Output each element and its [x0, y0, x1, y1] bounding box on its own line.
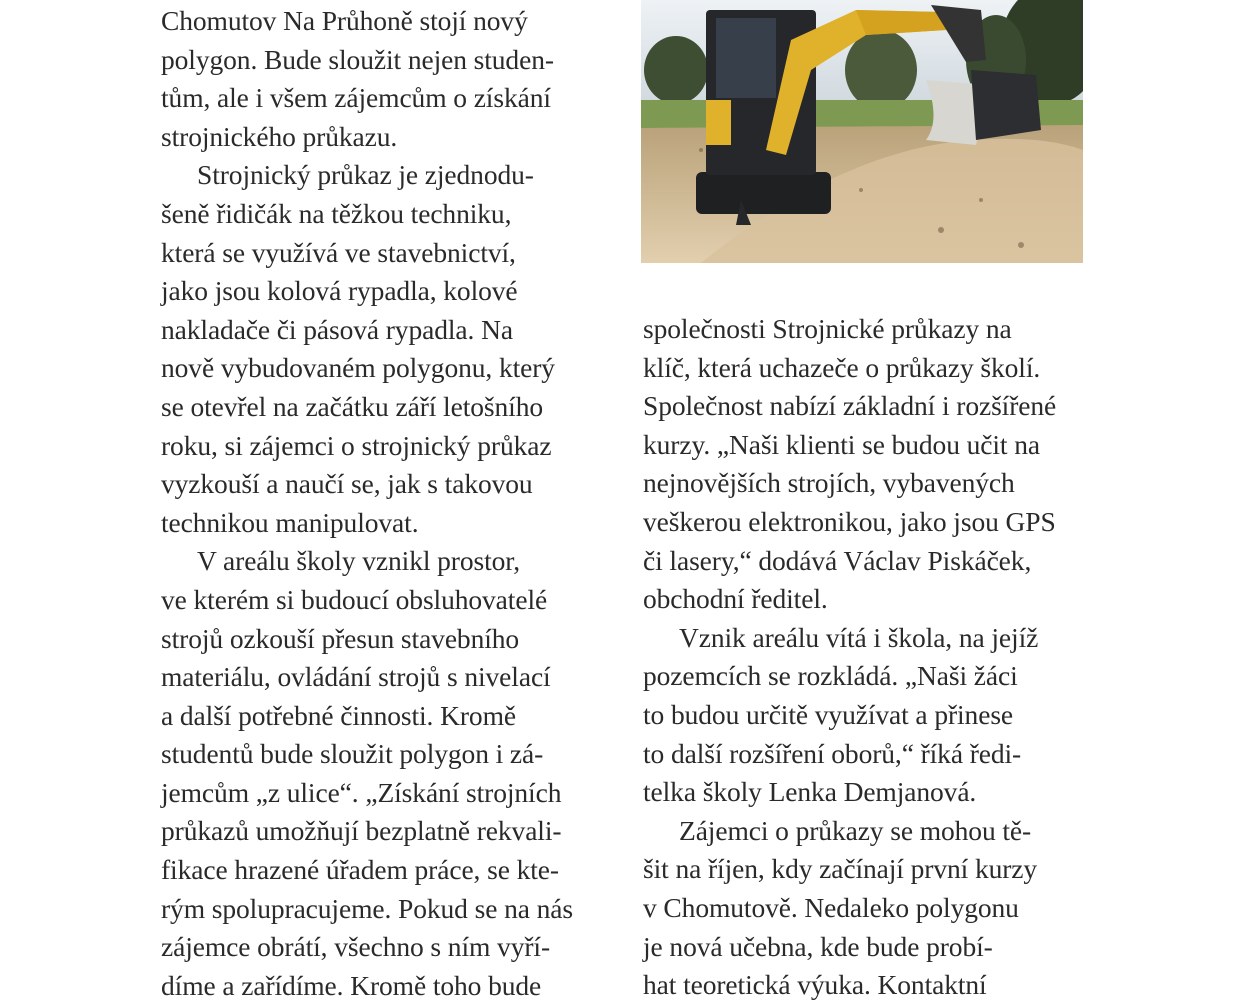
text-line: pozemcích se rozkládá. „Naši žáci: [643, 660, 1018, 692]
text-line: ve kterém si budoucí obsluhovatelé: [161, 583, 548, 615]
text-line: v Chomutově. Nedaleko polygonu: [643, 891, 1019, 923]
text-line: to budou určitě využívat a přinese: [643, 698, 1014, 730]
text-line: zájemce obrátí, všechno s ním vyří-: [161, 931, 551, 963]
text-line: jemcům „z ulice“. „Získání strojních: [161, 776, 562, 808]
text-line: a další potřebné činnosti. Kromě: [161, 699, 516, 731]
text-line: nakladače či pásová rypadla. Na: [161, 313, 513, 345]
article-column-right: [643, 310, 1103, 1005]
text-line: jako jsou kolová rypadla, kolové: [161, 275, 518, 307]
text-line: společnosti Strojnické průkazy na: [643, 313, 1012, 344]
text-line: či lasery,“ dodává Václav Piskáček,: [643, 544, 1032, 576]
text-line: díme a zařídíme. Kromě toho bude: [161, 969, 542, 1001]
text-line: studentů bude sloužit polygon i zá-: [161, 738, 544, 770]
text-line: roku, si zájemci o strojnický průkaz: [161, 429, 552, 461]
text-line: tům, ale i všem zájemcům o získání: [161, 82, 551, 114]
text-line: Společnost nabízí základní i rozšířené: [643, 390, 1057, 422]
text-line: vyzkouší a naučí se, jak s takovou: [161, 468, 533, 500]
text-line: šit na říjen, kdy začínají první kurzy: [643, 853, 1038, 885]
text-line: hat teoretická výuka. Kontaktní: [643, 969, 987, 1001]
paragraph-first-line: V areálu školy vznikl prostor,: [197, 545, 521, 577]
text-line: fikace hrazené úřadem práce, se kte-: [161, 854, 559, 886]
text-line: technikou manipulovat.: [161, 506, 419, 538]
text-line: která se využívá ve stavebnictví,: [161, 236, 516, 268]
paragraph-first-line: Strojnický průkaz je zjednodu-: [197, 159, 534, 191]
text-line: polygon. Bude sloužit nejen studen-: [161, 43, 554, 75]
text-line: klíč, která uchazeče o průkazy školí.: [643, 351, 1041, 383]
text-line: průkazů umožňují bezplatně rekvali-: [161, 815, 562, 847]
text-line: nejnovějších strojích, vybavených: [643, 467, 1015, 499]
excavator-photo-image: [641, 0, 1083, 263]
text-line: rým spolupracujeme. Pokud se na nás: [161, 892, 573, 924]
text-line: šeně řidičák na těžkou techniku,: [161, 197, 512, 229]
text-line: Chomutov Na Průhoně stojí nový: [161, 5, 528, 36]
excavator-photo: [641, 0, 1083, 263]
text-line: telka školy Lenka Demjanová.: [643, 776, 977, 808]
paragraph-first-line: Zájemci o průkazy se mohou tě-: [679, 814, 1032, 846]
text-line: to další rozšíření oborů,“ říká ředi-: [643, 737, 1022, 769]
text-line: veškerou elektronikou, jako jsou GPS: [643, 505, 1056, 537]
text-line: se otevřel na začátku září letošního: [161, 390, 543, 422]
text-line: strojů ozkouší přesun stavebního: [161, 622, 520, 654]
article-column-left: [161, 2, 621, 1005]
paragraph-first-line: Vznik areálu vítá i škola, na jejíž: [679, 621, 1039, 653]
text-line: obchodní ředitel.: [643, 583, 828, 615]
text-line: materiálu, ovládání strojů s nivelací: [161, 661, 551, 693]
text-line: nově vybudovaném polygonu, který: [161, 352, 555, 384]
text-line: strojnického průkazu.: [161, 120, 398, 152]
text-line: je nová učebna, kde bude probí-: [643, 930, 993, 962]
text-line: kurzy. „Naši klienti se budou učit na: [643, 428, 1040, 460]
